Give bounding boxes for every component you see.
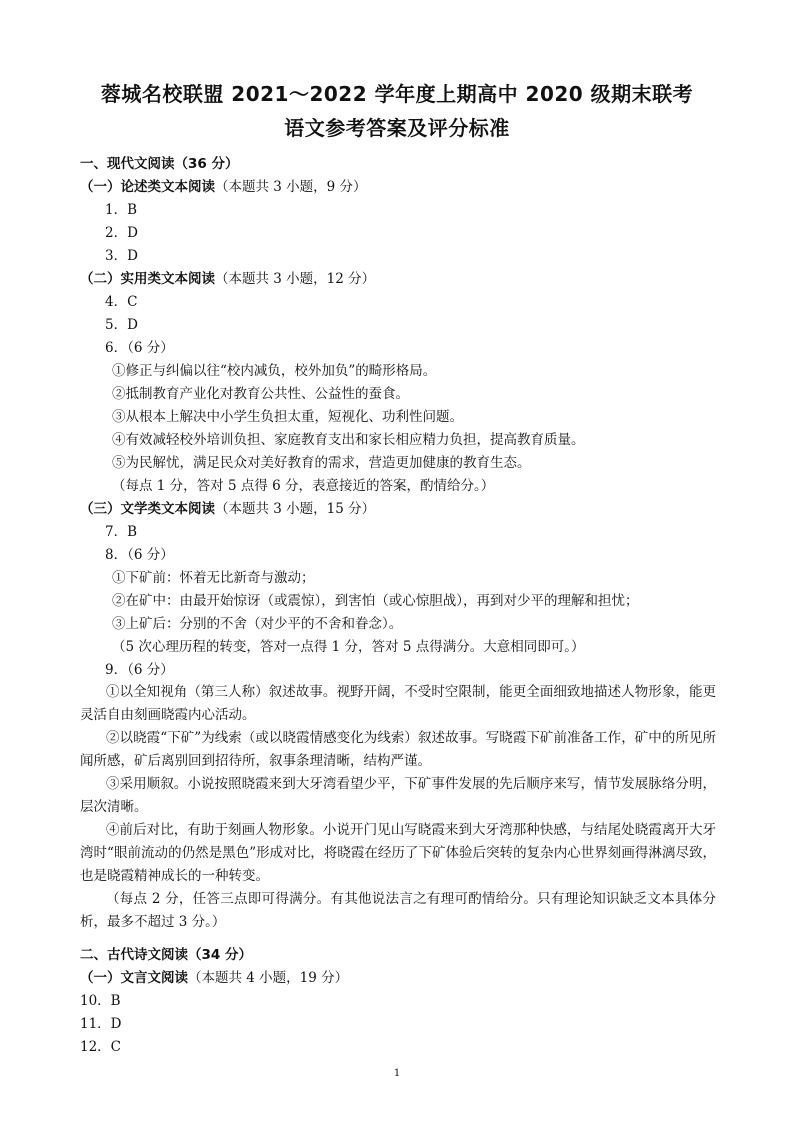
part-note: （本题共 4 小题，19 分） — [188, 970, 349, 986]
scoring-note: （每点 2 分，任答三点即可得满分。有其他说法言之有理可酌情给分。只有理论知识缺乏文本具体分析，最多不超过 3 分。） — [80, 891, 716, 930]
answer-paragraph: ③采用顺叙。小说按照晓霞来到大牙湾看望少平，下矿事件发展的先后顺序来写，情节发展脉络分明，层次清晰。 — [80, 776, 716, 815]
answer-paragraph: ②以晓霞“下矿”为线索（或以晓霞情感变化为线索）叙述故事。写晓霞下矿前准备工作，矿中的所见所闻所感，矿后离别回到招待所，叙事条理清晰，结构严谨。 — [80, 730, 716, 769]
answer-point: ③上矿后：分别的不舍（对少平的不舍和眷念）。 — [112, 616, 403, 632]
answer-item: 8．（6 分） — [105, 547, 174, 563]
answer-point: ⑤为民解忧，满足民众对美好教育的需求，营造更加健康的教育生态。 — [112, 455, 531, 471]
answer-point: ③从根本上解决中小学生负担太重，短视化、功利性问题。 — [112, 409, 463, 425]
part-heading — [80, 969, 348, 987]
answer-point: ④有效减轻校外培训负担、家庭教育支出和家长相应精力负担，提高教育质量。 — [112, 432, 585, 448]
part-note: （本题共 3 小题，9 分） — [215, 179, 367, 195]
part-label: （一）文言文阅读 — [80, 970, 188, 986]
answer-item: 2．D — [105, 225, 138, 241]
part-heading — [80, 178, 367, 196]
part-heading — [80, 500, 375, 518]
answer-item: 12．C — [80, 1039, 122, 1055]
part-note: （本题共 3 小题，12 分） — [215, 271, 376, 287]
answer-point: ②抵制教育产业化对教育公共性、公益性的蚕食。 — [112, 386, 409, 402]
answer-item: 1．B — [105, 202, 138, 218]
answer-item: 11．D — [80, 1016, 122, 1032]
answer-item: 7．B — [105, 524, 138, 540]
answer-paragraph: ①以全知视角（第三人称）叙述故事。视野开阔，不受时空限制，能更全面细致地描述人物形象，能更灵活自由刻画晓霞内心活动。 — [80, 684, 716, 723]
part-note: （本题共 3 小题，15 分） — [215, 501, 376, 517]
scoring-note: （每点 1 分，答对 5 点得 6 分，表意接近的答案，酌情给分。） — [112, 478, 495, 494]
answer-item: 5．D — [105, 317, 138, 333]
answer-item: 9．（6 分） — [105, 662, 174, 678]
part-heading — [80, 270, 375, 288]
section-heading: 二、古代诗文阅读（34 分） — [80, 947, 252, 963]
document-subtitle: 语文参考答案及评分标准 — [284, 116, 510, 140]
document-title: 蓉城名校联盟 2021～2022 学年度上期高中 2020 级期末联考 — [100, 82, 694, 106]
answer-item: 3．D — [105, 248, 138, 264]
page-number: 1 — [393, 1068, 401, 1079]
answer-paragraph: ④前后对比，有助于刻画人物形象。小说开门见山写晓霞来到大牙湾那种快感，与结尾处晓霞离开大牙湾时“眼前流动的仍然是黑色”形成对比，将晓霞在经历了下矿体验后突转的复杂内心世界刻画得淋漓尽致，也是晓霞精神成长的一种转变。 — [80, 822, 716, 884]
answer-point: ②在矿中：由最开始惊讶（或震惊），到害怕（或心惊胆战），再到对少平的理解和担忧； — [112, 593, 639, 609]
scoring-note: （5 次心理历程的转变，答对一点得 1 分，答对 5 点得满分。大意相同即可。） — [112, 639, 585, 655]
part-label: （一）论述类文本阅读 — [80, 179, 215, 195]
answer-item: 6．（6 分） — [105, 340, 174, 356]
answer-point: ①修正与纠偏以往“校内减负，校外加负”的畸形格局。 — [112, 363, 437, 379]
answer-item: 4．C — [105, 294, 138, 310]
part-label: （二）实用类文本阅读 — [80, 271, 215, 287]
answer-point: ①下矿前：怀着无比新奇与激动； — [112, 570, 315, 586]
answer-item: 10．B — [80, 993, 121, 1009]
section-heading: 一、现代文阅读（36 分） — [80, 156, 239, 172]
part-label: （三）文学类文本阅读 — [80, 501, 215, 517]
